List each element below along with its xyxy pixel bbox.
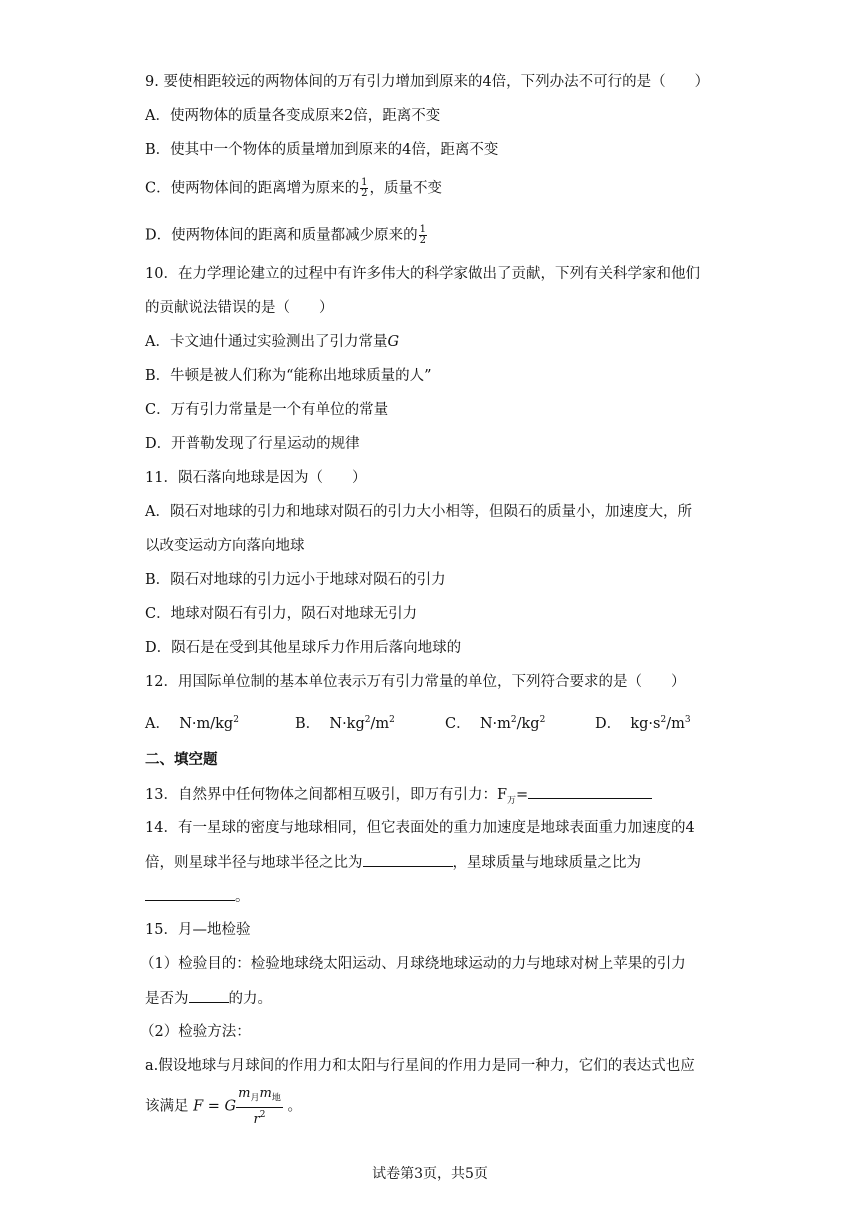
q9-option-c [145, 178, 442, 199]
q13-stem: 13．自然界中任何物体之间都相互吸引，即万有引力：F [145, 787, 508, 803]
option-value: /m [370, 716, 390, 732]
page-footer: 试卷第3页，共5页 [372, 1166, 488, 1182]
option-value: /kg [516, 716, 540, 732]
fraction-numerator: 1 [419, 224, 426, 235]
formula-numerator [236, 1086, 283, 1108]
fraction-denominator: 2 [361, 188, 368, 199]
q14-line2-text: 倍，则星球半径与地球半径之比为 [145, 855, 363, 871]
superscript: 2 [539, 715, 546, 725]
variable-g: G [387, 334, 400, 350]
formula-r: r [253, 1111, 260, 1127]
q15-a-text: 该满足 [145, 1098, 189, 1115]
q10-option-a-text: A．卡文迪什通过实验测出了引力常量 [145, 334, 388, 350]
q14-line2 [145, 852, 641, 873]
q15-p2: （2）检验方法： [140, 1024, 251, 1040]
q15-p1-line2 [145, 988, 272, 1009]
q10-option-a [145, 332, 399, 352]
q12-option-b [295, 710, 395, 734]
q11-option-b: B．陨石对地球的引力远小于地球对陨石的引力 [145, 572, 446, 588]
q9-option-b: B．使其中一个物体的质量增加到原来的4倍，距离不变 [145, 142, 499, 158]
q12-stem: 12．用国际单位制的基本单位表示万有引力常量的单位，下列符合要求的是（ ） [145, 674, 686, 690]
q15-p1-tail: 的力。 [228, 991, 272, 1007]
formula-m2: m [259, 1086, 272, 1101]
superscript: 2 [660, 715, 667, 725]
fraction-denominator: 2 [419, 235, 426, 246]
q10-option-d: D．开普勒发现了行星运动的规律 [145, 436, 360, 452]
q9-option-d-text: D．使两物体间的距离和质量都减少原来的 [145, 227, 418, 244]
equals-sign: = [516, 787, 529, 803]
formula-f: F [193, 1098, 204, 1115]
q15-a-line2 [145, 1086, 302, 1127]
q9-option-a: A．使两物体的质量各变成原来2倍，距离不变 [145, 108, 441, 124]
q12-option-d [595, 710, 691, 734]
formula-r-sup: 2 [259, 1109, 266, 1120]
option-label: A． [145, 716, 170, 732]
q12-option-c [445, 710, 545, 734]
q10-stem-line2: 的贡献说法错误的是（ ） [145, 300, 334, 316]
q15-a-line1: a.假设地球与月球间的作用力和太阳与行星间的作用力是同一种力，它们的表达式也应 [145, 1058, 695, 1074]
answer-blank[interactable] [363, 852, 453, 867]
q11-stem: 11．陨石落向地球是因为（ ） [145, 470, 367, 486]
superscript: 3 [684, 715, 691, 725]
q15-p1-text: 是否为 [145, 991, 189, 1007]
superscript: 2 [364, 715, 371, 725]
q14-line1: 14．有一星球的密度与地球相同，但它表面处的重力加速度是地球表面重力加速度的4 [145, 820, 695, 836]
q9-stem: 9. 要使相距较远的两物体间的万有引力增加到原来的4倍，下列办法不可行的是（ ） [145, 74, 710, 90]
formula-m2-sub: 地 [271, 1093, 281, 1104]
option-value: kg·s [630, 716, 661, 732]
section-heading: 二、填空题 [145, 751, 218, 768]
fraction [360, 178, 368, 199]
answer-blank[interactable] [528, 784, 652, 799]
answer-blank[interactable] [189, 988, 229, 1003]
q11-option-a-line1: A．陨石对地球的引力和地球对陨石的引力大小相等，但陨石的质量小，加速度大，所 [145, 504, 692, 520]
superscript: 2 [389, 715, 395, 725]
option-value: N·kg [329, 716, 365, 732]
q9-option-c-text: C．使两物体间的距离增为原来的 [145, 180, 360, 197]
q11-option-d: D．陨石是在受到其他星球斥力作用后落向地球的 [145, 640, 462, 656]
formula-m1-sub: 月 [250, 1093, 260, 1104]
fraction [419, 225, 427, 246]
superscript: 2 [233, 715, 239, 725]
q14-line2-tail: ，星球质量与地球质量之比为 [452, 855, 641, 871]
option-value: /m [666, 716, 685, 732]
formula-m1: m [238, 1086, 251, 1101]
q9-option-d [145, 225, 428, 246]
formula-g: G [224, 1098, 237, 1115]
q11-option-a-line2: 以改变运动方向落向地球 [145, 538, 305, 554]
q13-text [145, 784, 652, 811]
formula-fraction [236, 1086, 283, 1127]
formula-denominator [236, 1108, 283, 1127]
q10-option-b: B．牛顿是被人们称为“能称出地球质量的人” [145, 368, 432, 384]
q9-option-c-tail: ，质量不变 [369, 180, 442, 197]
q15-title: 15．月—地检验 [145, 922, 251, 938]
option-label: C． [445, 716, 471, 732]
period: 。 [235, 889, 250, 905]
superscript: 2 [510, 715, 517, 725]
q12-option-a [145, 710, 239, 734]
formula-equals: = [203, 1098, 225, 1115]
subscript: 万 [507, 795, 517, 806]
q14-line3 [145, 886, 250, 907]
option-value: N·m [479, 716, 511, 732]
option-label: D． [595, 716, 622, 732]
q15-p1-line1: （1）检验目的：检验地球绕太阳运动、月球绕地球运动的力与地球对树上苹果的引力 [140, 956, 686, 972]
fraction-numerator: 1 [361, 177, 368, 188]
option-label: B． [295, 716, 321, 732]
period: 。 [287, 1098, 302, 1115]
q10-stem-line1: 10．在力学理论建立的过程中有许多伟大的科学家做出了贡献，下列有关科学家和他们 [145, 266, 700, 282]
option-value: N·m/kg [179, 716, 234, 732]
q10-option-c: C．万有引力常量是一个有单位的常量 [145, 402, 389, 418]
q11-option-c: C．地球对陨石有引力，陨石对地球无引力 [145, 606, 418, 622]
answer-blank[interactable] [145, 886, 235, 901]
